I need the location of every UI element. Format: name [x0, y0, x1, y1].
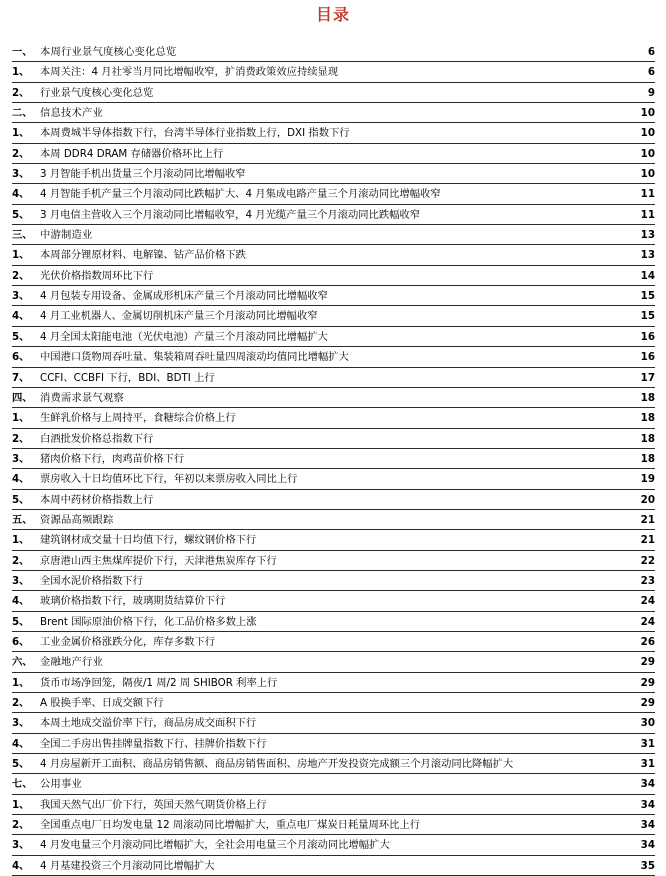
toc-entry-number: 2、: [12, 147, 30, 160]
toc-section-entry[interactable]: [12, 103, 655, 123]
toc-entry-title: 3 月智能手机出货量三个月滚动同比增幅收窄: [40, 168, 246, 181]
toc-entry-number: 1、: [12, 249, 30, 262]
toc-entry-page-number: 18: [640, 391, 655, 404]
toc-entry-page-number: 16: [640, 330, 655, 343]
toc-entry-title: 建筑钢材成交量十日均值下行，螺纹钢价格下行: [40, 534, 257, 547]
toc-entry-title: 生鲜乳价格与上周持平，食糖综合价格上行: [40, 412, 236, 425]
toc-entry-page-number: 10: [640, 168, 655, 181]
toc-entry-page-number: 34: [640, 778, 655, 791]
toc-entry-number: 4、: [12, 595, 30, 608]
toc-entry-title: 4 月全国太阳能电池（光伏电池）产量三个月滚动同比增幅扩大: [40, 330, 328, 343]
toc-section-entry[interactable]: [12, 42, 655, 62]
toc-entry-page-number: 22: [640, 554, 655, 567]
toc-entry-title: 货币市场净回笼，隔夜/1 周/2 周 SHIBOR 利率上行: [40, 676, 278, 689]
toc-entry-number: 五、: [12, 513, 33, 526]
toc-subsection-entry[interactable]: [12, 144, 655, 164]
toc-entry-number: 6、: [12, 635, 30, 648]
toc-entry-page-number: 26: [640, 635, 655, 648]
toc-subsection-entry[interactable]: [12, 571, 655, 591]
toc-subsection-entry[interactable]: [12, 286, 655, 306]
toc-entry-page-number: 24: [640, 595, 655, 608]
toc-entry-page-number: 24: [640, 615, 655, 628]
toc-entry-title: 4 月包装专用设备、金属成形机床产量三个月滚动同比增幅收窄: [40, 290, 328, 303]
toc-subsection-entry[interactable]: [12, 530, 655, 550]
toc-entry-number: 2、: [12, 697, 30, 709]
toc-entry-title: 本周中药材价格指数上行: [40, 493, 154, 506]
toc-subsection-entry[interactable]: [12, 62, 655, 82]
toc-entry-page-number: 35: [640, 859, 655, 872]
toc-entry-number: 1、: [12, 127, 30, 140]
toc-entry-title: 4 月房屋新开工面积、商品房销售额、商品房销售面积、房地产开发投资完成额三个月滚动同比降幅扩大: [40, 758, 514, 771]
toc-entry-number: 4、: [12, 859, 30, 872]
toc-entry-number: 5、: [12, 758, 30, 771]
toc-entry-number: 1、: [12, 798, 30, 811]
toc-entry-number: 5、: [12, 330, 30, 343]
toc-entry-number: 二、: [12, 107, 33, 120]
toc-subsection-entry[interactable]: [12, 490, 655, 510]
toc-entry-page-number: 15: [640, 310, 655, 323]
toc-entry-title: 公用事业: [40, 778, 82, 791]
toc-entry-title: 全国重点电厂日均发电量 12 周滚动同比增幅扩大，重点电厂煤炭日耗量周环比上行: [40, 819, 421, 832]
toc-subsection-entry[interactable]: [12, 266, 655, 286]
toc-entry-title: 消费需求景气观察: [40, 391, 124, 404]
toc-entry-page-number: 18: [640, 432, 655, 445]
toc-entry-page-number: 31: [640, 758, 655, 771]
toc-subsection-entry[interactable]: [12, 306, 655, 326]
toc-entry-title: 4 月基建投资三个月滚动同比增幅扩大: [40, 859, 215, 872]
toc-entry-page-number: 19: [640, 473, 655, 486]
toc-entry-number: 1、: [12, 676, 30, 689]
toc-subsection-entry[interactable]: [12, 591, 655, 611]
toc-entry-number: 4、: [12, 188, 30, 201]
toc-entry-number: 1、: [12, 412, 30, 425]
toc-entry-number: 4、: [12, 737, 30, 750]
toc-entry-title: 行业景气度核心变化总览: [40, 86, 154, 99]
toc-entry-title: Brent 国际原油价格下行，化工品价格多数上涨: [40, 615, 257, 628]
toc-section-entry[interactable]: [12, 652, 655, 672]
toc-entry-number: 3、: [12, 290, 30, 303]
toc-section-entry[interactable]: [12, 774, 655, 794]
toc-entry-page-number: 18: [640, 412, 655, 425]
toc-entry-title: 本周关注：4 月社零当月同比增幅收窄，扩消费政策效应持续显现: [40, 66, 339, 79]
toc-entry-title: 资源品高频跟踪: [40, 513, 114, 526]
toc-entry-page-number: 20: [640, 493, 655, 506]
toc-entry-number: 2、: [12, 819, 30, 832]
toc-subsection-entry[interactable]: [12, 184, 655, 204]
toc-entry-number: 3、: [12, 717, 30, 730]
toc-subsection-entry[interactable]: [12, 693, 655, 713]
toc-subsection-entry[interactable]: [12, 815, 655, 835]
toc-subsection-entry[interactable]: [12, 612, 655, 632]
toc-section-entry[interactable]: [12, 225, 655, 245]
toc-entry-number: 一、: [12, 46, 33, 58]
toc-entry-number: 6、: [12, 351, 30, 364]
toc-entry-page-number: 11: [640, 188, 655, 201]
toc-subsection-entry[interactable]: [12, 164, 655, 184]
toc-entry-page-number: 31: [640, 737, 655, 750]
toc-entry-page-number: 10: [640, 127, 655, 140]
toc-entry-number: 3、: [12, 452, 30, 465]
toc-entry-title: 本周行业景气度核心变化总览: [40, 46, 177, 58]
toc-entry-page-number: 11: [640, 208, 655, 221]
toc-entry-title: 4 月工业机器人、金属切削机床产量三个月滚动同比增幅收窄: [40, 310, 318, 323]
toc-entry-number: 4、: [12, 473, 30, 486]
toc-entry-number: 1、: [12, 534, 30, 547]
toc-subsection-entry[interactable]: [12, 835, 655, 855]
toc-subsection-entry[interactable]: [12, 83, 655, 103]
toc-entry-page-number: 10: [640, 107, 655, 120]
toc-entry-title: A 股换手率、日成交额下行: [40, 697, 164, 709]
toc-subsection-entry[interactable]: [12, 734, 655, 754]
toc-entry-title: 3 月电信主营收入三个月滚动同比增幅收窄，4 月光缆产量三个月滚动同比跌幅收窄: [40, 208, 421, 221]
toc-entry-title: 4 月智能手机产量三个月滚动同比跌幅扩大、4 月集成电路产量三个月滚动同比增幅收窄: [40, 188, 441, 201]
toc-subsection-entry[interactable]: [12, 469, 655, 489]
toc-entry-number: 四、: [12, 391, 33, 404]
toc-subsection-entry[interactable]: [12, 205, 655, 225]
toc-entry-page-number: 23: [640, 574, 655, 587]
toc-entry-page-number: 15: [640, 290, 655, 303]
toc-entry-page-number: 30: [640, 717, 655, 730]
toc-entry-title: 票房收入十日均值环比下行，年初以来票房收入同比上行: [40, 473, 298, 486]
toc-entry-title: 中国港口货物周吞吐量、集装箱周吞吐量四周滚动均值同比增幅扩大: [40, 351, 349, 364]
toc-entry-title: 玻璃价格指数下行，玻璃期货结算价下行: [40, 595, 226, 608]
toc-subsection-entry[interactable]: [12, 327, 655, 347]
toc-entry-title: 中游制造业: [40, 229, 93, 242]
toc-subsection-entry[interactable]: [12, 673, 655, 693]
toc-entry-page-number: 29: [640, 676, 655, 689]
toc-entry-number: 3、: [12, 574, 30, 587]
toc-entry-title: 工业金属价格涨跌分化，库存多数下行: [40, 635, 216, 648]
toc-entry-title: 信息技术产业: [40, 107, 103, 120]
toc-section-entry[interactable]: [12, 388, 655, 408]
toc-entry-title: 本周部分锂原材料、电解镍、钴产品价格下跌: [40, 249, 246, 262]
toc-entry-number: 六、: [12, 656, 33, 669]
toc-entry-page-number: 16: [640, 351, 655, 364]
toc-entry-number: 3、: [12, 839, 30, 852]
toc-entry-page-number: 18: [640, 452, 655, 465]
toc-entry-title: 本周费城半导体指数下行，台湾半导体行业指数上行，DXI 指数下行: [40, 127, 350, 140]
toc-subsection-entry[interactable]: [12, 449, 655, 469]
toc-subsection-entry[interactable]: [12, 632, 655, 652]
toc-subsection-entry[interactable]: [12, 347, 655, 367]
toc-entry-page-number: 14: [640, 269, 655, 282]
toc-subsection-entry[interactable]: [12, 429, 655, 449]
toc-entry-page-number: 29: [640, 656, 655, 669]
toc-entry-page-number: 13: [640, 229, 655, 242]
toc-entry-title: 本周土地成交溢价率下行，商品房成交面积下行: [40, 717, 257, 730]
toc-entry-number: 5、: [12, 208, 30, 221]
toc-subsection-entry[interactable]: [12, 123, 655, 143]
toc-entry-number: 1、: [12, 66, 30, 79]
toc-entry-number: 2、: [12, 86, 30, 99]
toc-entry-title: 4 月发电量三个月滚动同比增幅扩大，全社会用电量三个月滚动同比增幅扩大: [40, 839, 390, 852]
toc-entry-number: 七、: [12, 778, 33, 791]
toc-entry-title: 我国天然气出厂价下行，英国天然气期货价格上行: [40, 798, 267, 811]
toc-entry-title: 光伏价格指数周环比下行: [40, 269, 154, 282]
toc-entry-page-number: 29: [640, 697, 655, 709]
toc-entry-title: 本周 DDR4 DRAM 存储器价格环比上行: [40, 147, 224, 160]
toc-entry-number: 4、: [12, 310, 30, 323]
toc-entry-page-number: 6: [647, 66, 655, 79]
toc-subsection-entry[interactable]: [12, 713, 655, 733]
toc-entry-number: 2、: [12, 432, 30, 445]
toc-entry-number: 5、: [12, 615, 30, 628]
toc-entry-page-number: 9: [647, 86, 655, 99]
toc-subsection-entry[interactable]: [12, 368, 655, 388]
toc-entry-title: 全国水泥价格指数下行: [40, 574, 143, 587]
toc-entry-page-number: 34: [640, 819, 655, 832]
toc-section-entry[interactable]: [12, 510, 655, 530]
toc-entry-title: CCFI、CCBFI 下行，BDI、BDTI 上行: [40, 371, 215, 384]
toc-entry-number: 2、: [12, 554, 30, 567]
toc-entry-page-number: 34: [640, 839, 655, 852]
toc-subsection-entry[interactable]: [12, 245, 655, 265]
toc-subsection-entry[interactable]: [12, 795, 655, 815]
toc-entry-number: 3、: [12, 168, 30, 181]
toc-entry-title: 京唐港山西主焦煤库提价下行，天津港焦炭库存下行: [40, 554, 277, 567]
toc-entry-title: 全国二手房出售挂牌量指数下行、挂牌价指数下行: [40, 737, 267, 750]
toc-entry-page-number: 10: [640, 147, 655, 160]
toc-entry-number: 2、: [12, 269, 30, 282]
toc-entry-page-number: 21: [640, 534, 655, 547]
toc-entry-page-number: 13: [640, 249, 655, 262]
toc-entry-number: 7、: [12, 371, 30, 384]
toc-entry-title: 猪肉价格下行，肉鸡苗价格下行: [40, 452, 185, 465]
toc-entry-page-number: 17: [640, 371, 655, 384]
toc-entry-title: 白酒批发价格总指数下行: [40, 432, 154, 445]
page-title: 目录: [315, 5, 350, 24]
toc-entry-page-number: 34: [640, 798, 655, 811]
toc-entry-title: 金融地产行业: [40, 656, 103, 669]
table-of-contents: [12, 42, 655, 876]
toc-subsection-entry[interactable]: [12, 408, 655, 428]
toc-entry-page-number: 6: [647, 46, 655, 58]
toc-entry-page-number: 21: [640, 513, 655, 526]
toc-subsection-entry[interactable]: [12, 754, 655, 774]
toc-subsection-entry[interactable]: [12, 551, 655, 571]
toc-entry-number: 三、: [12, 229, 33, 242]
toc-entry-number: 5、: [12, 493, 30, 506]
